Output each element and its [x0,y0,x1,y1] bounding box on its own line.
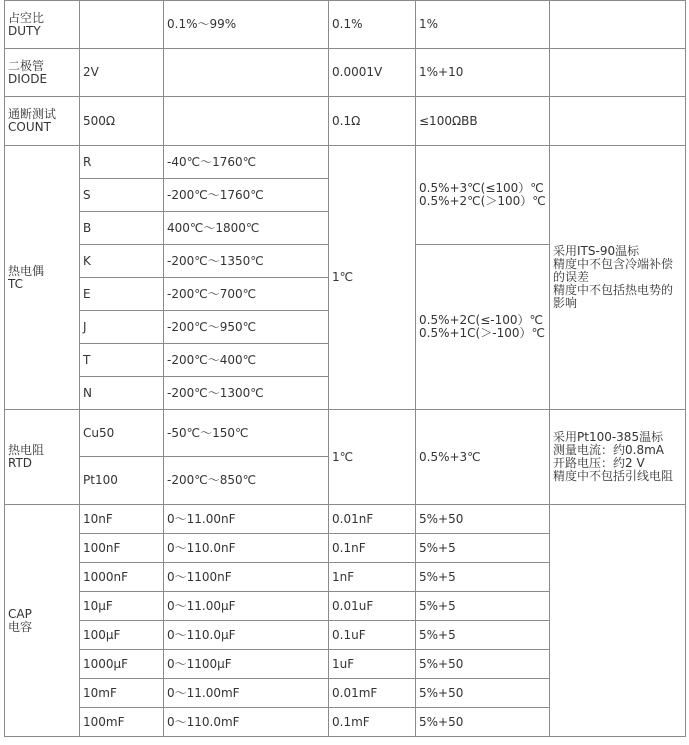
count-range-cell [164,97,329,146]
rtd-notes-cell [550,410,686,505]
diode-range-cell [164,49,329,97]
rtd-note-line: 精度中不包括引线电阻 [553,469,674,483]
cap-range-cell: 100μF [80,621,164,650]
diode-row [5,49,686,97]
cap-name-cell [5,505,80,737]
cap-display-cell: 0～11.00mF [164,679,329,708]
rtd-type-cell: Cu50 [80,410,164,457]
cap-display-cell: 0～110.0μF [164,621,329,650]
rtd-note-line: 测量电流：约0.8mA [553,443,664,457]
duty-range-cell: 0.1%～99% [164,1,329,49]
tc-name-cell [5,146,80,410]
diode-accuracy-cell: 1%+10 [416,49,550,97]
tc-type-cell: E [80,278,164,311]
cap-range-cell: 1000μF [80,650,164,679]
rtd-type-cell: Pt100 [80,457,164,505]
rtd-resolution-cell: 1℃ [329,410,416,505]
tc-row [5,146,686,179]
diode-name-cell [5,49,80,97]
cap-accuracy-cell: 5%+50 [416,679,550,708]
cap-resolution-cell: 0.01mF [329,679,416,708]
cap-accuracy-cell: 5%+50 [416,650,550,679]
cap-notes-cell [550,505,686,737]
cap-display-cell: 0～1100μF [164,650,329,679]
diode-resolution-cell: 0.0001V [329,49,416,97]
rtd-range-cell: -200℃～850℃ [164,457,329,505]
count-row [5,97,686,146]
count-spec-cell: 500Ω [80,97,164,146]
tc-type-cell: R [80,146,164,179]
diode-spec-cell: 2V [80,49,164,97]
tc-type-cell: K [80,245,164,278]
cap-range-cell: 10nF [80,505,164,534]
cap-range-cell: 100mF [80,708,164,737]
tc-note-line: 精度中不包括热电势的 [553,283,674,297]
tc-type-cell: B [80,212,164,245]
duty-name-cell [5,1,80,49]
tc-type-cell: N [80,377,164,410]
cap-display-cell: 0～11.00nF [164,505,329,534]
cap-range-cell: 100nF [80,534,164,563]
tc-type-cell: J [80,311,164,344]
count-name-en: COUNT [8,120,51,134]
tc-note-line: 精度中不包含冷端补偿 [553,257,674,271]
tc-accuracy-a-cell [416,146,550,245]
cap-row [5,505,686,534]
tc-resolution-cell: 1℃ [329,146,416,410]
tc-range-cell: -40℃～1760℃ [164,146,329,179]
tc-type-cell: S [80,179,164,212]
count-resolution-cell: 0.1Ω [329,97,416,146]
tc-accuracy-b-line: 0.5%+1C(＞-100）℃ [419,326,545,340]
tc-range-cell: -200℃～1760℃ [164,179,329,212]
duty-row [5,1,686,49]
cap-name-en: CAP [8,606,32,621]
tc-range-cell: 400℃～1800℃ [164,212,329,245]
cap-resolution-cell: 1nF [329,563,416,592]
cap-accuracy-cell: 5%+5 [416,563,550,592]
cap-name-cn: 电容 [8,619,33,634]
duty-name-en: DUTY [8,23,41,38]
tc-range-cell: -200℃～1350℃ [164,245,329,278]
tc-range-cell: -200℃～700℃ [164,278,329,311]
diode-name-en: DIODE [8,71,48,86]
rtd-accuracy-cell: 0.5%+3℃ [416,410,550,505]
tc-accuracy-b-line: 0.5%+2C(≤-100）℃ [419,313,544,327]
cap-resolution-cell: 1uF [329,650,416,679]
tc-name-cn: 热电偶 [8,263,45,278]
cap-resolution-cell: 0.01uF [329,592,416,621]
duty-notes-cell [550,1,686,49]
rtd-name-en: RTD [8,456,33,470]
tc-note-line: 的误差 [553,270,590,284]
cap-range-cell: 1000nF [80,563,164,592]
tc-accuracy-a-line: 0.5%+2℃(＞100）℃ [419,194,546,208]
rtd-range-cell: -50℃～150℃ [164,410,329,457]
tc-range-cell: -200℃～1300℃ [164,377,329,410]
cap-accuracy-cell: 5%+5 [416,592,550,621]
rtd-note-line: 采用Pt100-385温标 [553,430,664,444]
cap-resolution-cell: 0.1nF [329,534,416,563]
duty-spec-cell [80,1,164,49]
rtd-note-line: 开路电压：约2 V [553,456,645,470]
cap-range-cell: 10μF [80,592,164,621]
tc-note-line: 采用ITS-90温标 [553,244,640,258]
tc-name-en: TC [8,276,24,291]
cap-display-cell: 0～1100nF [164,563,329,592]
spec-table [4,0,686,737]
cap-resolution-cell: 0.01nF [329,505,416,534]
rtd-name-cn: 热电阻 [8,443,45,457]
tc-notes-cell [550,146,686,410]
duty-name-cn: 占空比 [8,10,45,25]
duty-accuracy-cell: 1% [416,1,550,49]
diode-notes-cell [550,49,686,97]
cap-range-cell: 10mF [80,679,164,708]
tc-note-line: 影响 [553,296,578,310]
cap-accuracy-cell: 5%+5 [416,621,550,650]
count-name-cn: 通断测试 [8,107,57,121]
tc-range-cell: -200℃～400℃ [164,344,329,377]
rtd-name-cell [5,410,80,505]
cap-display-cell: 0～110.0mF [164,708,329,737]
diode-name-cn: 二极管 [8,58,45,73]
tc-accuracy-a-line: 0.5%+3℃(≤100）℃ [419,181,544,195]
count-notes-cell [550,97,686,146]
cap-display-cell: 0～11.00μF [164,592,329,621]
cap-display-cell: 0～110.0nF [164,534,329,563]
cap-resolution-cell: 0.1uF [329,621,416,650]
tc-type-cell: T [80,344,164,377]
count-name-cell [5,97,80,146]
count-accuracy-cell: ≤100ΩBB [416,97,550,146]
cap-accuracy-cell: 5%+5 [416,534,550,563]
tc-range-cell: -200℃～950℃ [164,311,329,344]
rtd-row [5,410,686,457]
duty-resolution-cell: 0.1% [329,1,416,49]
cap-accuracy-cell: 5%+50 [416,708,550,737]
cap-resolution-cell: 0.1mF [329,708,416,737]
cap-accuracy-cell: 5%+50 [416,505,550,534]
tc-accuracy-b-cell [416,245,550,410]
